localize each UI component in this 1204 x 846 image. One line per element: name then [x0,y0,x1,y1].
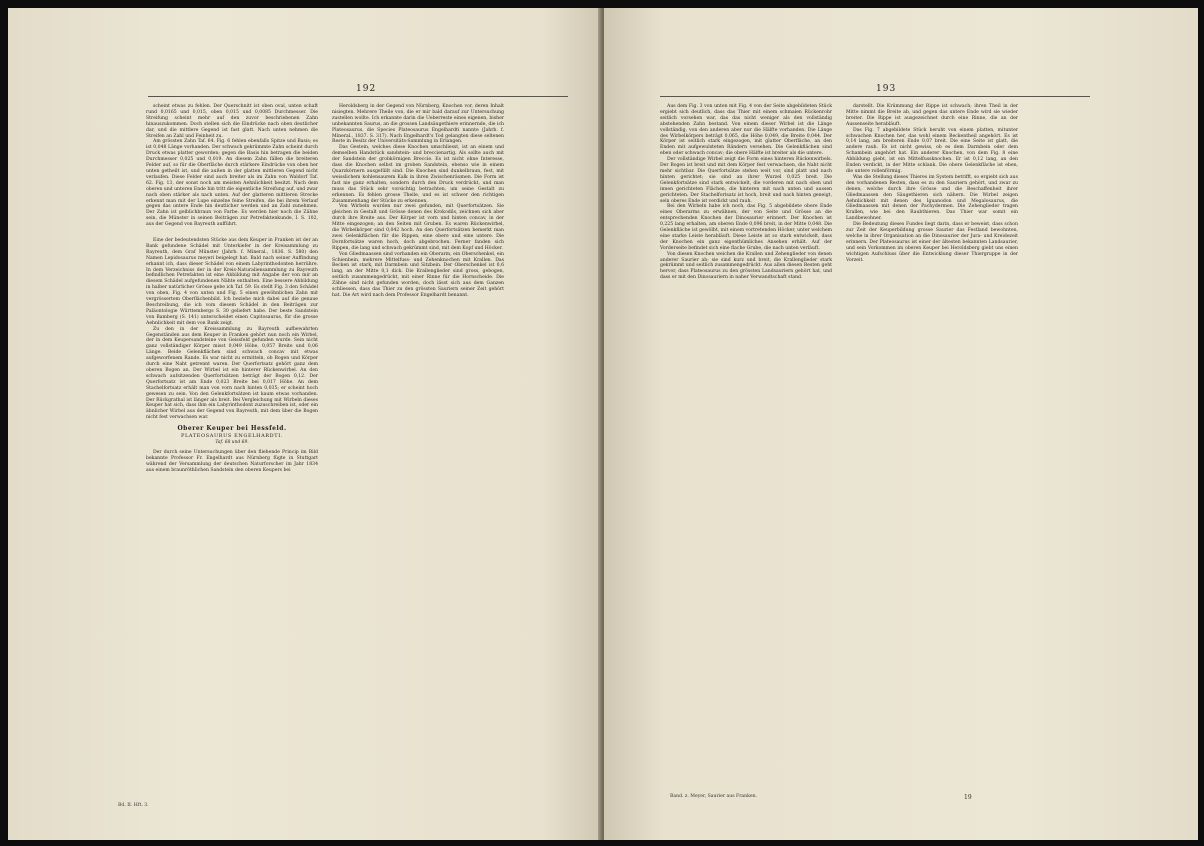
paragraph: darstellt. Die Krümmung der Rippe ist schwach; ihren Theil in der Mitte nimmt die Breite ab, und gegen das untere Ende wird sie wieder breiter. Die Rippe ist ausgezeichnet durch eine Rinne, die an der Aussenseite herabläuft. [846,104,1018,127]
left-footer: Bd. II. Hft. 3. [118,803,149,808]
page-number-left: 192 [356,84,377,94]
right-col1-paragraphs [660,104,832,281]
right-col2-paragraphs [846,104,1018,263]
paragraph: Das Fig. 7 abgebildete Stück beruht von einem platten, mitunter schwachen Knochen her, das wohl einem Beckentheil angehört. Es ist 0,14 lang, am breiteren Ende 0,07 breit. Die eine Seite ist glatt, die andere rauh. Es ist nicht gewiss, ob es dem Darmbein oder dem Schambein angehört hat. Ein anderer Knochen, von dem Fig. 8 eine Abbildung giebt, ist ein Mittelfussknochen. Er ist 0,12 lang, an den Enden verdickt, in der Mitte schlank. Die obere Gelenkfläche ist eben, die untere rollenförmig. [846,127,1018,174]
right-page [604,8,1198,840]
plate-reference: Taf. 68 und 69. [215,440,249,446]
right-footer: Band. z. Meyer, Saurier aus Franken. [670,794,758,799]
paragraph: Eine der bedeutendsten Stücke aus dem Keuper in Franken ist der an Bank gefundene Schädel mit Unterkiefer in der Kreisammlung zu Bayreuth, dem Graf Münster (Jahrb. f. Mineral., 1836. S. 580) den Namen Lepidosaurus meyeri beigelegt hat. Bald nach seiner Auffindung erkannt ich, dass dieser Schädel von einem Labyrinthodonten herrühre. In dem Verzeichniss der in der Kreis-Naturaliensammlung zu Bayreuth befindlichen Petrefakten ist eine Abbildung mit Angabe der von mir an diesem Schädel aufgefundenen Nähte enthalten. Eine bessere Abbildung in halber natürlicher Grösse gebe ich Taf. 59. Es stellt Fig. 3 den Schädel von oben, Fig. 4 von unten und Fig. 5 einen gewöhnlichen Zahn mit vergrössertem Oberflächenbild. Ich beziehe mich dabei auf die genaue Beschreibung, die ich vom diesem Schädel in den Beiträgen zur Paläontologie Württembergs S. 30 geliefert habe. Der beste Sandstein von Bamberg (S. 141) unterscheidet einen Capitosaurus, für die grosse Aehnlichkeit mit dem von Bank zeigt. [146,238,318,326]
paragraph: Der vollständige Wirbel zeigt die Form eines hinteren Rückenwirbels. Der Bogen ist breit und mit dem Körper fest verwachsen, die Naht nicht mehr sichtbar. Die Querfortsätze stehen weit vor, sind platt und nach hinten gerichtet; sie sind an ihrer Wurzel 0,025 breit. Die Gelenkfortsätze sind stark entwickelt, die vorderen mit nach oben und innen gerichteten Flächen, die hinteren mit nach unten und aussen gerichteten. Der Stachelfortsatz ist hoch, breit und nach hinten geneigt, sein oberes Ende ist verdickt und rauh. [660,157,832,204]
left-page [8,8,602,840]
paragraph: Der durch seine Untersuchungen über den fliehende Princip im Bild bekannte Professor Fr. Engelhardt aus Nürnberg fügte in Stuttgart während der Versammlung der deutschen Naturforscher im Jahr 1834 aus einem braunröthlichen Sandstein den oberen Keupers bei [146,450,318,473]
left-column-2 [332,104,504,794]
paragraph: Von Wirbeln wurden nur zwei gefunden, mit Querfortsätzen. Sie gleichen in Gestalt und Grösse denen des Krokodils, zeichnen sich aber durch ihre Breite aus. Der Körper ist vorn und hinten concav, in der Mitte eingezogen; an den Seiten mit Gruben. Es waren Rückenwirbel, die Wirbelkörper sind 0,042 hoch. An den Querfortsätzen bemerkt man zwei Gelenkflächen für die Rippen, eine obere und eine untere. Die Dornfortsätze waren hoch, doch abgebrochen. Ferner fanden sich Rippen, die lang und schwach gekrümmt sind, mit dem Kopf und Höcker. [332,204,504,251]
paragraph: Am grössten Zahn Taf. 64. Fig. 6 fehlen ebenfalls Spitze und Basis; es ist 0,048 Länge vorhanden. Der schwach gekrümmte Zahn scheint durch Druck etwas platter geworden; gegen die Basis hin betragen die beiden Durchmesser 0,025 und 0,019. An diesem Zahn fällen die breiteren Felder auf, so für die Oberfläche durch stärkere Eindrücke von oben her unten getheilt ist, und die außen in der glatten mittleren Gegend nicht verlaufen. Diese Felder sind auch breiter als im Zahn von Waldorf Taf. 62. Fig. 13, der sonst noch am meisten Aehnlichkeit besitzt. Nach dem oberen und unteren Ende hin tritt die eigentliche Streifung auf, und zwar nach oben stärker als nach unten. Auf der glatteren mittleren Strecke erkennt man mit der Lupe einzelne feine Streifen, die bei ihrem Verlauf gegen das untere Ende hin deutlicher werden und an Zahl zunehmen. Der Zahn ist gelblichbraun von Farbe. Es werden hier noch die Zähne sein, die Münster in seinen Beiträgen zur Petrefaktenkunde, I. S. 102, aus der Gegend von Bayreuth aufführt. [146,139,318,228]
page-number-right: 193 [876,84,897,94]
paragraph: Was die Stellung dieses Thieres im System betrifft, so ergiebt sich aus den vorhandenen Resten, dass es zu den Sauriern gehört, und zwar zu denen, welche durch ihre Grösse und die Beschaffenheit ihrer Gliedmaassen den Säugethieren sich nähern. Die Wirbel zeigen Aehnlichkeit mit denen des Iguanodon und Megalosaurus, die Gliedmaassen mit denen der Pachydermen. Die Zehenglieder tragen Krallen, wie bei den Raubthieren. Das Thier war somit ein Landbewohner. [846,174,1018,222]
left-col2-paragraphs [332,104,504,299]
left-col1-paragraphs [146,104,318,228]
paragraph: Von diesen Knochen weichen die Krallen und Zehenglieder von denen anderer Saurier ab; sie sind kurz und breit, die Krallenglieder stark gekrümmt und seitlich zusammengedrückt. Aus allen diesen Resten geht hervor, dass Plateosaurus zu den grössten Landsauriern gehört hat, und dass er mit den Dinosauriern in naher Verwandtschaft stand. [660,251,832,281]
left-column-1 [146,104,318,794]
paragraph: Aus dem Fig. 3 von unten mit Fig. 4 von der Seite abgebildeten Stück ergiebt sich deutlich, dass das Thier mit einem schmalen Rückenrohr seitlich vorsehen war, das das nicht weniger als den vollständig abstehenden Zahn bestand. Von einem dieser Wirbel ist die Länge vollständig, von den anderen aber nur die Hälfte vorhanden. Die Länge des Wirbelkörpers beträgt 0,065, die Höhe 0,049, die Breite 0,044. Der Körper ist seitlich stark eingezogen, mit glatter Oberfläche, an den Enden mit aufgewulsteten Rändern versehen. Die Gelenkflächen sind eben oder schwach concav; die obere Hälfte ist breiter als die untere. [660,104,832,157]
paragraph: Von Gliedmaassen sind vorhanden ein Oberarm, ein Oberschenkel, ein Schienbein, mehrere Mittelfuss- und Zehenknochen mit Krallen. Das Becken ist stark, mit Darmbein und Sitzbein. Der Oberschenkel ist 0,6 lang, an der Mitte 0,1 dick. Die Krallenglieder sind gross, gebogen, seitlich zusammengedrückt, mit einer Rinne für die Hornscheide. Die Zähne sind nicht gefunden worden, doch lässt sich aus dem Ganzen schliessen, dass das Thier zu den grössten Sauriern seiner Zeit gehört hat. Die Art wird nach dem Professor Engelhardt benannt. [332,251,504,298]
section-gap [146,228,318,238]
right-column-2 [846,104,1018,790]
paragraph: scheint etwas zu fehlen. Der Querschnitt ist oben oval, unten schaft rund 0,0165 und 0,015, oben 0,015 und 0,0085 Durchmesser. Die Streifung scheint mehr auf den zuvor beschriebenen Zahn hinauszukommen. Doch stellen sich die Eindrücke nach oben deutlicher dar, und die mittlere Gegend ist fast glatt. Nach unten nehmen die Streifen an Zahl und Feinheit zu. [146,104,318,139]
left-col1b-paragraphs [146,238,318,421]
running-head-rule [660,96,1090,97]
book-spread [8,8,1198,840]
paragraph: Die Bedeutung dieses Fundes liegt darin, dass er beweist, dass schon zur Zeit der Keuperbildung grosse Saurier das Festland bewohnten, welche in ihrer Organisation an die Dinosaurier der Jura- und Kreidezeit erinnern. Der Plateosaurus ist einer der ältesten bekannten Landsaurier, und sein Vorkommen im oberen Keuper bei Heroldsberg giebt uns einen wichtigen Aufschluss über die Entwicklung dieser Thiergruppe in der Vorzeit. [846,222,1018,263]
paragraph: Zu den in der Kreissammlung zu Bayreuth aufbewahrten Gegenständen aus dem Keuper in Franken gehört nun noch ein Wirbel, der in dem Keupersandsteine von Geissfeld gefunden wurde. Sein nicht ganz vollständiger Körper misst 0,049 Höhe, 0,057 Breite und 0,06 Länge. Beide Gelenkflächen sind schwach concav mit etwas aufgeworfenem Rande. Es war nicht zu ermitteln, ob Bogen und Körper durch eine Naht getrennt waren. Der Querfortsatz gehört ganz dem oberen Bogen an. Der Wirbel ist ein hinterer Rückenwirbel. An den schwach aufsitzenden Querfortsätzen beträgt der Bogen 0,12. Der Querfortsatz ist am Ende 0,023 Breite bei 0,017 Höhe. An dem Stachelfortsatz erhält man von vorn nach hinten 0,035; er scheint hoch gewesen zu sein. Von den Gelenkfortsätzen ist kaum etwas vorhanden. Der Rückgrathal ist länger als breit. Bei Vergleichung mit Wirbeln dieses Keuper hat sich, dass ihm ein Labyrinthodont zuzuschreiben ist, oder ein ähnlicher Wirbel aus der Gegend von Bayreuth, mit dem über die Bogen nicht fest verwachsen war. [146,326,318,421]
section-heading: Oberer Keuper bei Hessfeld. [177,425,287,433]
left-col1c-paragraphs [146,450,318,474]
paragraph: Bei den Wirbeln habe ich noch, das Fig. 5 abgebildete obere Ende eines Oberarms zu erwähnen, der von Seite und Grösse an die entsprechenden Knochen der Dinosaurier erinnert. Der Knochen ist 0,225 lang erhalten, am oberen Ende 0,096 breit, in der Mitte 0,048. Die Gelenkfläche ist gewölbt, mit einem vortretenden Höcker, unter welchem eine starke Leiste herabläuft. Diese Leiste ist so stark entwickelt, dass der Knochen ein ganz eigenthümliches Ansehen erhält. Auf der Vorderseite befindet sich eine flache Grube, die nach unten verläuft. [660,204,832,251]
paragraph: Heroldsberg in der Gegend von Nürnberg, Knochen vor, deren Inhalt nisiegten. Mehrere Theile von, die er mir bald darauf zur Untersuchung zustellen wollte. Ich erkannte darin die Ueberreste eines eigenen, bisher unbekannten Saurus, an die grossen Landsäugethiere erinnernde, die ich Plateosaurus, die Species Plateosaurus Engelhardti nannte (Jahrb. f. Mineral., 1837. S. 317). Nach Engelhardt's Tod gelangten diese seltenen Reste in Besitz der Universitäts-Sammlung in Erlangen. [332,104,504,145]
right-column-1 [660,104,832,790]
section-subheading: PLATEOSAURUS ENGELHARDTI. [181,433,283,440]
running-head-rule [148,96,568,97]
paragraph: Das Gestein, welches diese Knochen umschliesst, ist an einem und demselben Handstück sandstein- und breccienartig. Als sollte auch mit der Sandstein der grobkörnigen Breccie. Es ist nicht ohne Interesse, dass die Knochen selbst im groben Sandstein, ebenso wie in einem Quarzkörnern ausgefüllt sind. Die Knochen sind dunkelbraun, fest, mit weisslichem kohlensaurem Kalk in ihren Zwischenräumen. Die Form ist fast nie ganz erhalten, sondern durch den Druck verdrückt, und man muss das Stück sehr vorsichtig betrachten, um seine Gestalt zu erkennen. Es fehlen grosse Theile, und es ist schwer den richtigen Zusammenhang der Stücke zu erkennen. [332,145,504,204]
signature-mark: 19 [964,794,972,801]
